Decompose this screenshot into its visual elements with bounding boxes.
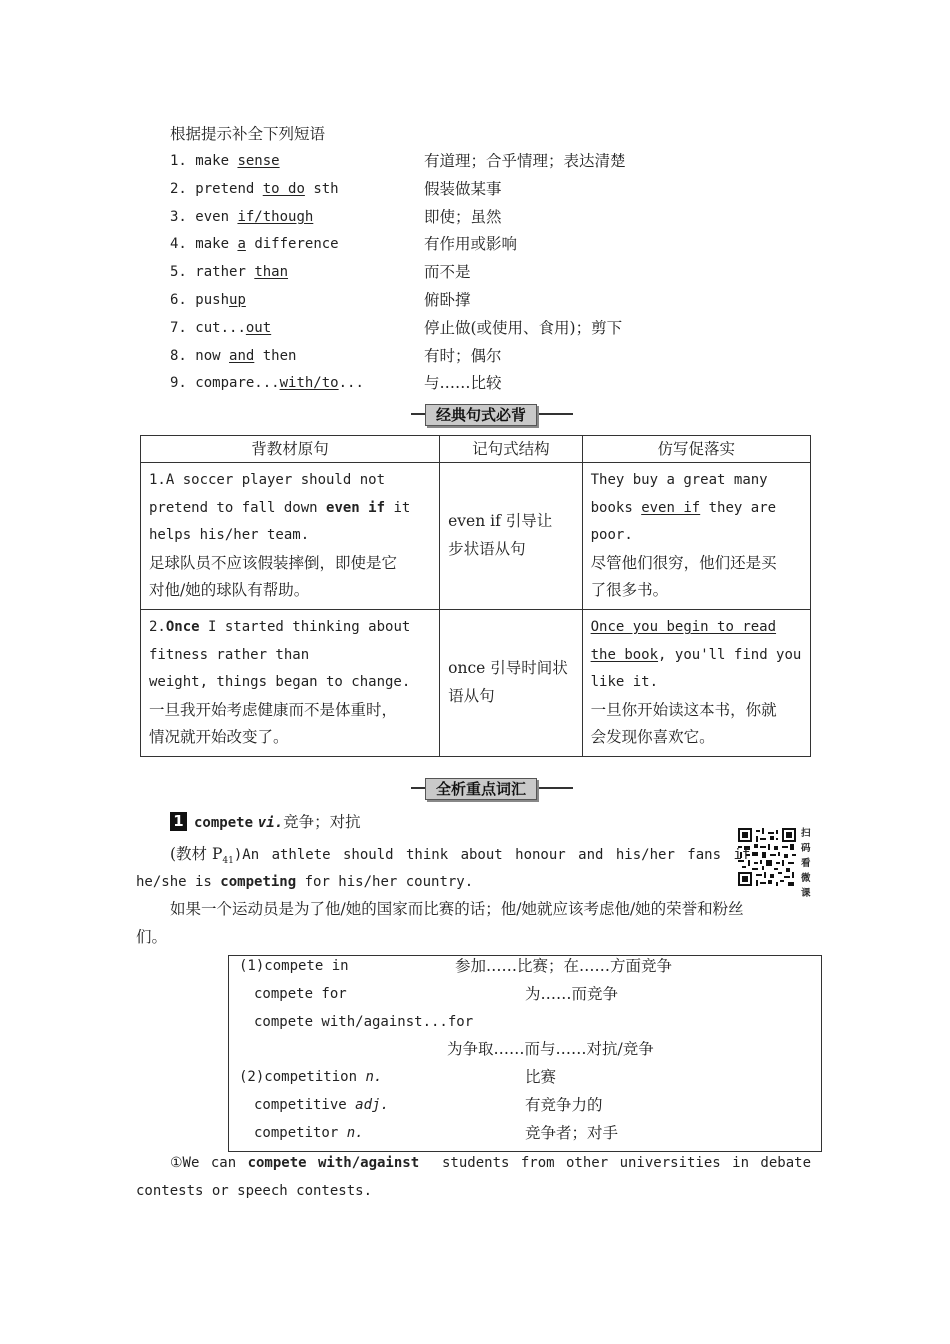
example-line-1 (170, 844, 750, 871)
phrase-number: 5. (170, 264, 187, 281)
qr-caption: 扫码看微课 (801, 828, 811, 899)
line: even if 引导让 (448, 512, 553, 531)
usage-meaning: 为争取……而与……对抗/竞争 (447, 1040, 654, 1058)
phrase-text: rather (195, 264, 255, 281)
phrase-chinese: 有道理；合乎情理；表达清楚 (424, 152, 626, 170)
example-sentence-line-1 (170, 1153, 811, 1173)
phrase-number: 3. (170, 208, 187, 225)
usage-item: (1)compete in (239, 958, 349, 974)
phrase-number: 7. (170, 319, 187, 336)
line: 一旦你开始读这本书，你就 (590, 700, 777, 719)
line (591, 614, 802, 642)
line: 足球队员不应该假装摔倒，即使是它 (149, 553, 398, 572)
table-header: 仿写促落实 (582, 436, 810, 463)
phrase-number: 8. (170, 347, 187, 364)
highlight: compete with/against (247, 1155, 420, 1171)
table-cell-original (141, 463, 440, 610)
phrase-chinese: 有作用或影响 (424, 235, 518, 254)
usage-item (254, 1123, 364, 1143)
line: weight, things began to change. (149, 674, 411, 691)
part-of-speech: adj. (355, 1097, 389, 1113)
answer: Once you begin to read (590, 618, 777, 635)
line: They buy a great many (590, 472, 768, 488)
vocab-meaning: 竞争；对抗 (283, 813, 361, 831)
text: )An athlete should think about honour and his/her fans if (233, 847, 751, 863)
phrase-answer: up (229, 292, 246, 308)
phrase-english (170, 151, 280, 171)
phrase-number: 9. (170, 375, 187, 392)
line (149, 495, 431, 523)
phrase-number: 6. (170, 292, 187, 308)
phrase-chinese: 俯卧撑 (424, 291, 471, 309)
phrase-text: make (195, 236, 238, 253)
phrase-answer: than (254, 264, 289, 281)
phrase-english (170, 179, 339, 199)
line: 会发现你喜欢它。 (590, 728, 715, 747)
line: 了很多书。 (590, 581, 669, 600)
text: (教材 P (170, 845, 223, 863)
phrase-text: make (195, 153, 238, 169)
table-cell-practice (582, 463, 810, 610)
item-number-badge: 1 (170, 812, 187, 831)
example-sentence-line-2: contests or speech contests. (136, 1183, 373, 1199)
line: 尽管他们很穷，他们还是买 (590, 553, 777, 572)
phrase-text: sth (304, 180, 339, 197)
table-cell-practice (582, 609, 810, 756)
phrase-text: compare... (195, 375, 280, 392)
phrase-english (170, 318, 271, 338)
line (149, 614, 431, 642)
phrase-english (170, 234, 339, 254)
text: students from other universities in debate (419, 1155, 812, 1171)
part-of-speech: n. (365, 1069, 383, 1085)
text: books (590, 499, 642, 516)
translation-line-1: 如果一个运动员是为了他/她的国家而比赛的话；他/她就应该考虑他/她的荣誉和粉丝 (170, 900, 744, 918)
phrase-text: ... (338, 375, 364, 392)
text: it (385, 499, 411, 516)
phrase-answer: if/though (237, 208, 314, 225)
text: , you'll find you (658, 646, 802, 663)
usage-box (228, 955, 822, 1152)
usage-meaning: 有竞争力的 (525, 1096, 603, 1114)
page-number: 41 (222, 856, 234, 866)
highlight: competing (220, 874, 297, 890)
line (591, 495, 802, 523)
section-banner-sentences (411, 404, 573, 424)
phrase-text: then (254, 347, 297, 364)
answer: the book (590, 646, 659, 663)
phrase-number: 2. (170, 180, 187, 197)
phrase-chinese: 假装做某事 (424, 179, 502, 198)
line: 情况就开始改变了。 (149, 728, 289, 747)
example-line-2 (136, 872, 473, 892)
line: 一旦我开始考虑健康而不是体重时， (149, 700, 398, 719)
line: 步状语从句 (448, 539, 526, 558)
phrase-chinese: 而不是 (424, 263, 471, 282)
phrase-english (170, 346, 296, 366)
usage-item: compete with/against...for (254, 1014, 474, 1030)
phrase-english (170, 290, 246, 310)
line: 对他/她的球队有帮助。 (149, 581, 310, 600)
line: 1.A soccer player should not (149, 472, 386, 488)
usage-meaning: 为……而竞争 (525, 985, 619, 1003)
phrase-chinese: 与……比较 (424, 374, 502, 393)
line (591, 642, 802, 670)
table-header: 背教材原句 (141, 436, 440, 463)
part-of-speech: vi. (257, 815, 284, 831)
section-title: 全析重点词汇 (425, 778, 537, 800)
phrase-english (170, 262, 288, 282)
usage-item: compete for (254, 986, 347, 1002)
vocab-word: compete (194, 815, 254, 831)
usage-meaning: 比赛 (525, 1068, 557, 1086)
phrase-chinese: 有时；偶尔 (424, 346, 502, 365)
phrase-chinese: 即使；虽然 (424, 207, 502, 226)
text: competitor (254, 1125, 347, 1141)
sentence-table (140, 435, 811, 757)
text: I started thinking about (199, 618, 411, 635)
phrase-answer: out (245, 319, 272, 336)
text: he/she is (136, 874, 221, 890)
phrases-heading: 根据提示补全下列短语 (170, 125, 326, 143)
part-of-speech: n. (346, 1125, 364, 1141)
line: once 引导时间状 (448, 659, 568, 678)
text: 2. (149, 618, 166, 635)
phrase-answer: with/to (279, 375, 339, 392)
phrase-answer: sense (237, 153, 280, 169)
table-row (141, 609, 811, 756)
text: ①We can (170, 1155, 248, 1171)
phrase-english (170, 207, 313, 227)
text: pretend to fall down (149, 499, 327, 516)
answer: even if (641, 499, 701, 516)
phrase-text: push (195, 292, 230, 308)
usage-item (239, 1067, 382, 1087)
phrase-text: now (195, 347, 230, 364)
phrase-text: even (195, 208, 238, 225)
phrase-number: 4. (170, 236, 187, 253)
phrase-text: difference (245, 236, 339, 253)
line: like it. (590, 674, 659, 691)
usage-meaning: 竞争者；对手 (525, 1124, 619, 1142)
table-cell-original (141, 609, 440, 756)
section-banner-vocab (411, 778, 573, 798)
translation-line-2: 们。 (136, 928, 168, 946)
vocab-heading (194, 812, 361, 833)
phrase-text: pretend (195, 180, 263, 197)
highlight: Once (165, 618, 200, 635)
phrase-english (170, 373, 364, 393)
table-header: 记句式结构 (440, 436, 582, 463)
text: for his/her country. (296, 874, 474, 890)
text: they are (700, 499, 777, 516)
table-cell-structure (440, 609, 582, 756)
line: 语从句 (448, 686, 495, 705)
line: helps his/her team. (149, 527, 310, 544)
phrase-answer: a (237, 236, 246, 253)
line: poor. (590, 527, 633, 544)
phrase-text: cut... (195, 319, 246, 336)
section-title: 经典句式必背 (425, 404, 537, 426)
table-row (141, 463, 811, 610)
phrase-chinese: 停止做(或使用、食用)；剪下 (424, 318, 623, 337)
text: competitive (254, 1097, 356, 1113)
phrase-answer: and (229, 347, 255, 364)
phrase-answer: to do (262, 180, 305, 197)
table-cell-structure (440, 463, 582, 610)
phrase-number: 1. (170, 153, 187, 169)
highlight: even if (326, 499, 386, 516)
line: fitness rather than (149, 646, 310, 663)
table-header-row (141, 436, 811, 463)
text: (2)competition (239, 1069, 366, 1085)
usage-item (254, 1095, 389, 1115)
usage-meaning: 参加……比赛；在……方面竞争 (455, 957, 673, 975)
